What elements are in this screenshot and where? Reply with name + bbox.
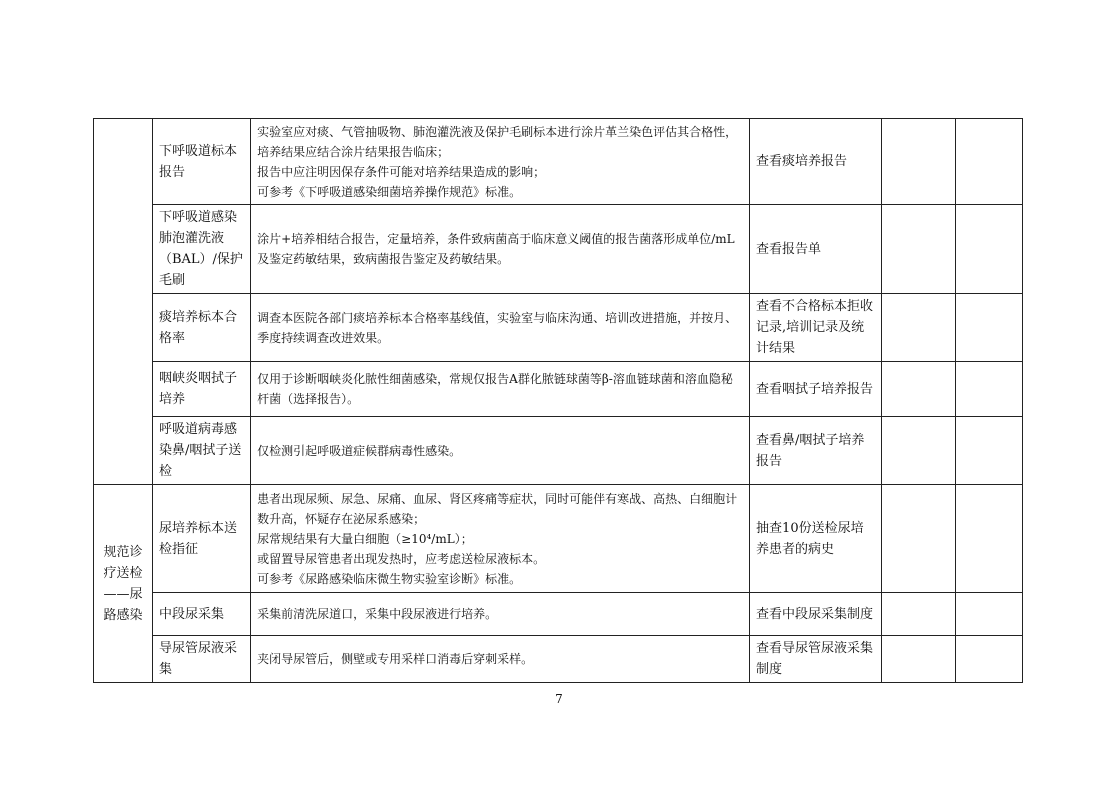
empty-cell [882, 362, 956, 417]
category-cell [94, 119, 153, 485]
item-cell: 中段尿采集 [152, 593, 250, 636]
requirement-cell [251, 205, 750, 294]
method-cell: 查看报告单 [750, 205, 882, 294]
empty-cell [956, 485, 1023, 593]
method-cell: 查看鼻/咽拭子培养报告 [750, 417, 882, 485]
requirement-line: 尿常规结果有大量白细胞（≥10⁴/mL）； [257, 531, 473, 546]
method-cell: 查看导尿管尿液采集制度 [750, 636, 882, 683]
requirement-cell [251, 417, 750, 485]
item-cell: 尿培养标本送检指征 [152, 485, 250, 593]
inspection-table [93, 118, 1023, 683]
requirement-line: 调查本医院各部门痰培养标本合格率基线值，实验室与临床沟通、培训改进措施，并按月、季度持续调查改进效果。 [257, 310, 738, 345]
method-cell: 抽查10份送检尿培养患者的病史 [750, 485, 882, 593]
table-row [94, 362, 1023, 417]
empty-cell [956, 362, 1023, 417]
requirement-line: 实验室应对痰、气管抽吸物、肺泡灌洗液及保护毛刷标本进行涂片革兰染色评估其合格性，培养结果应结合涂片结果报告临床； [257, 124, 738, 159]
empty-cell [956, 205, 1023, 294]
empty-cell [956, 294, 1023, 362]
method-cell: 查看痰培养报告 [750, 119, 882, 205]
item-cell: 导尿管尿液采集 [152, 636, 250, 683]
table-row [94, 593, 1023, 636]
requirement-line: 夹闭导尿管后，侧壁或专用采样口消毒后穿刺采样。 [257, 652, 534, 666]
requirement-line: 可参考《下呼吸道感染细菌培养操作规范》标准。 [257, 184, 522, 199]
requirement-cell [251, 119, 750, 205]
empty-cell [956, 593, 1023, 636]
item-cell: 咽峡炎咽拭子培养 [152, 362, 250, 417]
requirement-line: 报告中应注明因保存条件可能对培养结果造成的影响； [257, 164, 546, 179]
requirement-line: 可参考《尿路感染临床微生物实验室诊断》标准。 [257, 571, 522, 586]
requirement-line: 仅用于诊断咽峡炎化脓性细菌感染，常规仅报告A群化脓链球菌等β-溶血链球菌和溶血隐秘杆菌（选择报告）。 [257, 372, 733, 406]
empty-cell [882, 294, 956, 362]
requirement-cell [251, 593, 750, 636]
item-cell: 下呼吸道标本报告 [152, 119, 250, 205]
table-row [94, 485, 1023, 593]
item-cell: 痰培养标本合格率 [152, 294, 250, 362]
empty-cell [882, 593, 956, 636]
empty-cell [956, 119, 1023, 205]
requirement-cell [251, 362, 750, 417]
item-cell: 呼吸道病毒感染鼻/咽拭子送检 [152, 417, 250, 485]
item-cell: 下呼吸道感染肺泡灌洗液（BAL）/保护毛刷 [152, 205, 250, 294]
method-cell: 查看不合格标本拒收记录,培训记录及统计结果 [750, 294, 882, 362]
empty-cell [882, 636, 956, 683]
table-row [94, 417, 1023, 485]
requirement-cell [251, 636, 750, 683]
method-cell: 查看咽拭子培养报告 [750, 362, 882, 417]
method-cell: 查看中段尿采集制度 [750, 593, 882, 636]
requirement-line: 仅检测引起呼吸道症候群病毒性感染。 [257, 443, 462, 458]
requirement-cell [251, 485, 750, 593]
empty-cell [956, 636, 1023, 683]
empty-cell [882, 417, 956, 485]
table-row [94, 294, 1023, 362]
page-number: 7 [555, 692, 563, 706]
requirement-line: 涂片+培养相结合报告，定量培养，条件致病菌高于临床意义阈值的报告菌落形成单位/mL及鉴定药敏结果，致病菌报告鉴定及药敏结果。 [257, 232, 735, 266]
table-row [94, 636, 1023, 683]
empty-cell [956, 417, 1023, 485]
requirement-cell [251, 294, 750, 362]
category-cell: 规范诊疗送检——尿路感染 [94, 485, 153, 683]
requirement-line: 采集前清洗尿道口，采集中段尿液进行培养。 [257, 607, 498, 621]
table-row [94, 205, 1023, 294]
table-row [94, 119, 1023, 205]
empty-cell [882, 485, 956, 593]
requirement-line: 或留置导尿管患者出现发热时，应考虑送检尿液标本。 [257, 551, 546, 566]
empty-cell [882, 119, 956, 205]
empty-cell [882, 205, 956, 294]
requirement-line: 患者出现尿频、尿急、尿痛、血尿、肾区疼痛等症状，同时可能伴有寒战、高热、白细胞计数升高，怀疑存在泌尿系感染； [257, 491, 738, 526]
